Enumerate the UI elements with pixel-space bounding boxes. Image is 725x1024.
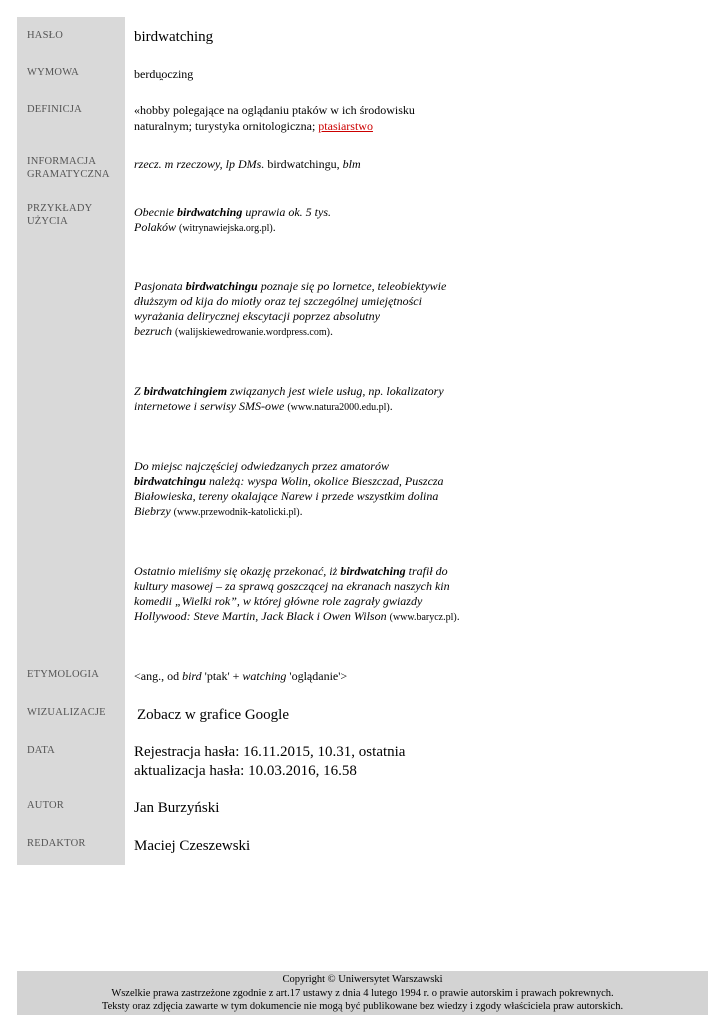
label-przyklady-uzycia: PRZYKŁADY UŻYCIA: [27, 203, 93, 227]
example-text: Polaków: [134, 220, 179, 234]
example-source: (www.natura2000.edu.pl): [287, 402, 390, 413]
etymology-source-word: bird: [182, 669, 202, 683]
label-data: DATA: [27, 745, 55, 756]
example-source: (witrynawiejska.org.pl): [179, 223, 273, 234]
example-line: [134, 294, 464, 309]
example-source: (walijskiewedrowanie.wordpress.com): [175, 327, 330, 338]
dates: [134, 743, 405, 781]
example-end: .: [329, 324, 333, 338]
example-text: Obecnie: [134, 205, 177, 219]
example-text: Hollywood: Steve Martin, Jack Black i Owen Wilson: [134, 609, 390, 623]
author: Jan Burzyński: [134, 800, 220, 816]
usage-example: [134, 384, 464, 415]
example-line: [134, 594, 464, 609]
example-line: [134, 609, 464, 625]
example-text: Pasjonata: [134, 279, 186, 293]
label-wymowa: WYMOWA: [27, 67, 79, 78]
label-column: [17, 17, 125, 865]
example-text: Do miejsc najczęściej odwiedzanych przez amatorów: [134, 459, 389, 473]
usage-example: [134, 459, 464, 520]
example-line: [134, 220, 464, 236]
etymology-part: 'oglądanie'>: [289, 669, 348, 683]
editor: Maciej Czeszewski: [134, 838, 251, 854]
footer-line-1: Copyright © Uniwersytet Warszawski: [282, 974, 443, 985]
example-line: [134, 504, 464, 520]
example-text: uprawia ok. 5 tys.: [242, 205, 332, 219]
example-headword: birdwatching: [340, 564, 406, 578]
definition-link-ptasiarstwo[interactable]: ptasiarstwo: [318, 119, 373, 133]
usage-example: [134, 564, 464, 625]
label-autor: AUTOR: [27, 800, 64, 811]
definition-text: «hobby polegające na oglądaniu ptaków w ich środowisku naturalnym; turystyka ornitologiczna;: [134, 103, 415, 133]
example-line: [134, 459, 464, 474]
label-etymologia: ETYMOLOGIA: [27, 669, 99, 680]
example-text: komedii „Wielki rok”, w której główne role zagrały gwiazdy: [134, 594, 423, 608]
example-text: wyrażania delirycznej ekscytacji poprzez absolutny: [134, 309, 380, 323]
etymology-part: 'ptak' +: [204, 669, 240, 683]
label-wizualizacje: WIZUALIZACJE: [27, 707, 106, 718]
grammar-info: [134, 156, 361, 172]
example-line: [134, 324, 464, 340]
grammar-pre: rzecz. m rzeczowy, lp DMs.: [134, 157, 265, 171]
example-source: (www.przewodnik-katolicki.pl): [173, 507, 300, 518]
example-headword: birdwatchingiem: [143, 384, 228, 398]
example-headword: birdwatchingu: [185, 279, 258, 293]
example-line: [134, 205, 464, 220]
example-line: [134, 399, 464, 415]
example-headword: birdwatching: [176, 205, 243, 219]
footer-line-2: Wszelkie prawa zastrzeżone zgodnie z art.17 ustawy z dnia 4 lutego 1994 r. o prawie autorskim i prawach pokrewnych.: [111, 987, 614, 999]
copyright-footer: [17, 971, 708, 1015]
example-text: Z: [134, 384, 144, 398]
dates-line-1: Rejestracja hasła: 16.11.2015, 10.31, ostatnia: [134, 744, 406, 760]
usage-example: [134, 279, 464, 340]
etymology-source-word: watching: [242, 669, 287, 683]
example-text: Białowieska, tereny okalające Narew i przede wszystkim dolina: [134, 489, 439, 503]
example-source: (www.barycz.pl): [389, 612, 457, 623]
footer-line-3: Teksty oraz zdjęcia zawarte w tym dokumencie nie mogą być publikowane bez wiedzy i zgody właściciela praw autorskich.: [101, 1001, 624, 1012]
example-headword: birdwatchingu: [134, 474, 207, 488]
pronunciation: berdu̯oczing: [134, 67, 194, 81]
example-text: Biebrzy: [134, 504, 174, 518]
example-text: internetowe i serwisy SMS-owe: [134, 399, 288, 413]
definition: [134, 102, 434, 134]
example-end: .: [456, 609, 460, 623]
google-images-link[interactable]: Zobacz w grafice Google: [137, 707, 290, 723]
label-redaktor: REDAKTOR: [27, 838, 86, 849]
example-line: [134, 384, 464, 399]
label-informacja-gramatyczna: INFORMACJA GRAMATYCZNA: [27, 156, 110, 180]
example-end: .: [299, 504, 303, 518]
label-haslo: HASŁO: [27, 30, 64, 41]
etymology-part: <ang., od: [134, 669, 180, 683]
example-text: trafił do: [405, 564, 448, 578]
grammar-forms: birdwatchingu,: [267, 157, 340, 171]
dates-line-2: aktualizacja hasła: 10.03.2016, 16.58: [134, 763, 357, 779]
example-text: dłuższym od kija do miotły oraz tej szczególnej umiejętności: [134, 294, 422, 308]
example-text: poznaje się po lornetce, teleobiektywie: [257, 279, 447, 293]
example-text: związanych jest wiele usług, np. lokalizatory: [227, 384, 444, 398]
headword: birdwatching: [134, 29, 214, 45]
grammar-post: blm: [342, 157, 361, 171]
example-text: bezruch: [134, 324, 175, 338]
example-line: [134, 309, 464, 324]
example-text: Ostatnio mieliśmy się okazję przekonać, iż: [134, 564, 341, 578]
example-end: .: [389, 399, 393, 413]
example-text: należą: wyspa Wolin, okolice Bieszczad, Puszcza: [206, 474, 444, 488]
example-line: [134, 279, 464, 294]
label-definicja: DEFINICJA: [27, 104, 82, 115]
example-line: [134, 489, 464, 504]
example-line: [134, 579, 464, 594]
usage-example: [134, 205, 464, 236]
example-line: [134, 474, 464, 489]
example-text: kultury masowej – za sprawą goszczącej na ekranach naszych kin: [134, 579, 450, 593]
example-line: [134, 564, 464, 579]
etymology: [134, 668, 347, 684]
example-end: .: [272, 220, 276, 234]
